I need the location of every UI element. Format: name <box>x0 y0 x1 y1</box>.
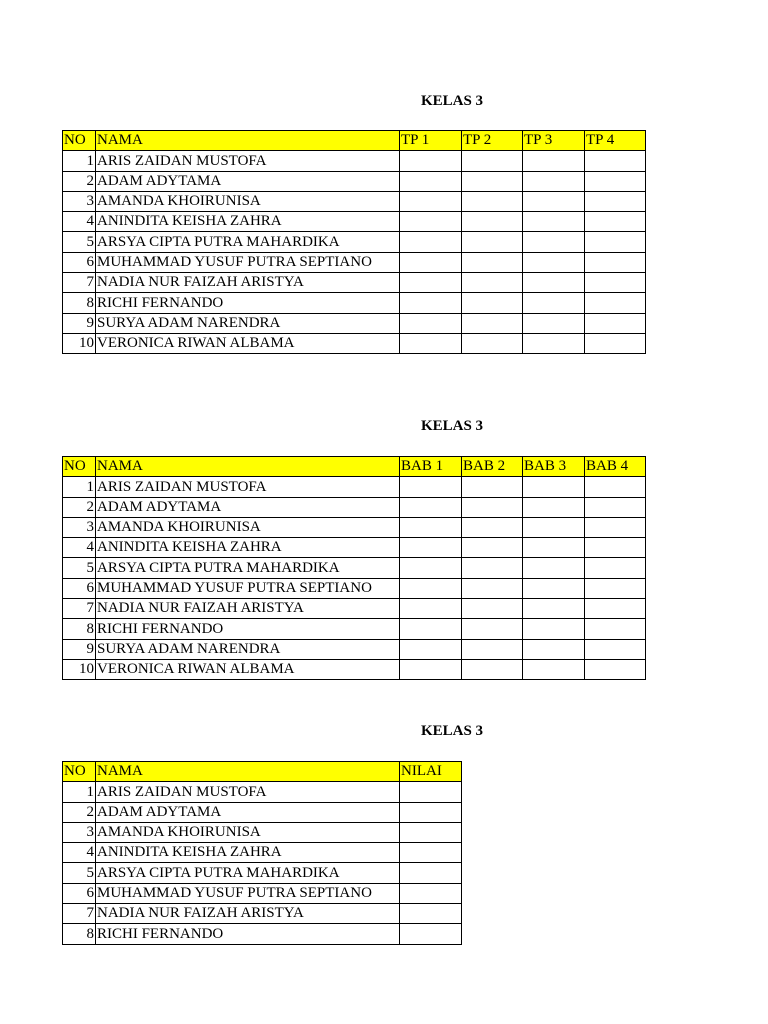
grade-cell <box>585 477 646 497</box>
grade-cell <box>523 517 585 537</box>
student-name: RICHI FERNANDO <box>96 924 400 944</box>
row-number: 6 <box>63 578 96 598</box>
table-row <box>63 802 462 822</box>
grade-cell <box>585 293 646 313</box>
table-row <box>63 212 646 232</box>
table-header-row <box>63 457 646 477</box>
grade-cell <box>523 252 585 272</box>
grade-cell <box>462 313 523 333</box>
grade-cell <box>462 538 523 558</box>
row-number: 9 <box>63 313 96 333</box>
grade-cell <box>523 212 585 232</box>
grade-cell <box>462 191 523 211</box>
student-name: ARSYA CIPTA PUTRA MAHARDIKA <box>96 863 400 883</box>
table-row <box>63 822 462 842</box>
table-row <box>63 252 646 272</box>
sumatif-lingkup-materi-table <box>62 456 646 680</box>
column-header: NO <box>63 131 96 151</box>
row-number: 4 <box>63 843 96 863</box>
table-row <box>63 497 646 517</box>
row-number: 6 <box>63 252 96 272</box>
column-header: TP 1 <box>400 131 462 151</box>
grade-cell <box>585 232 646 252</box>
grade-cell <box>400 904 462 924</box>
grade-cell <box>400 822 462 842</box>
grade-cell <box>400 619 462 639</box>
grade-cell <box>585 639 646 659</box>
row-number: 1 <box>63 477 96 497</box>
grade-cell <box>462 558 523 578</box>
grade-cell <box>400 782 462 802</box>
grade-cell <box>400 802 462 822</box>
table-row <box>63 639 646 659</box>
grade-cell <box>523 619 585 639</box>
grade-cell <box>585 558 646 578</box>
table-row <box>63 171 646 191</box>
student-name: RICHI FERNANDO <box>96 293 400 313</box>
grade-cell <box>585 517 646 537</box>
grade-cell <box>585 191 646 211</box>
grade-cell <box>585 497 646 517</box>
student-name: ARIS ZAIDAN MUSTOFA <box>96 782 400 802</box>
grade-cell <box>523 578 585 598</box>
student-name: ARSYA CIPTA PUTRA MAHARDIKA <box>96 232 400 252</box>
grade-cell <box>462 273 523 293</box>
row-number: 3 <box>63 191 96 211</box>
table-row <box>63 477 646 497</box>
row-number: 3 <box>63 822 96 842</box>
student-name: SURYA ADAM NARENDRA <box>96 313 400 333</box>
table-row <box>63 232 646 252</box>
row-number: 9 <box>63 639 96 659</box>
table-row <box>63 538 646 558</box>
student-name: ADAM ADYTAMA <box>96 802 400 822</box>
student-name: NADIA NUR FAIZAH ARISTYA <box>96 273 400 293</box>
row-number: 5 <box>63 863 96 883</box>
grade-cell <box>585 619 646 639</box>
column-header: TP 3 <box>523 131 585 151</box>
table-row <box>63 904 462 924</box>
grade-cell <box>585 599 646 619</box>
row-number: 2 <box>63 802 96 822</box>
grade-cell <box>523 191 585 211</box>
grade-cell <box>523 659 585 679</box>
grade-cell <box>462 333 523 353</box>
grade-cell <box>523 151 585 171</box>
student-name: NADIA NUR FAIZAH ARISTYA <box>96 599 400 619</box>
student-name: VERONICA RIWAN ALBAMA <box>96 333 400 353</box>
table-row <box>63 191 646 211</box>
section-1-subtitle: KELAS 3 <box>420 93 484 109</box>
grade-cell <box>400 639 462 659</box>
grade-cell <box>585 578 646 598</box>
section-3-subtitle: KELAS 3 <box>420 723 484 739</box>
table-row <box>63 863 462 883</box>
grade-cell <box>400 863 462 883</box>
grade-cell <box>462 151 523 171</box>
row-number: 4 <box>63 538 96 558</box>
table-row <box>63 843 462 863</box>
grade-cell <box>400 883 462 903</box>
row-number: 5 <box>63 558 96 578</box>
column-header: NO <box>63 457 96 477</box>
sumatif-akhir-semester-table <box>62 761 462 945</box>
grade-cell <box>585 333 646 353</box>
student-name: ANINDITA KEISHA ZAHRA <box>96 538 400 558</box>
grade-cell <box>462 293 523 313</box>
table-row <box>63 619 646 639</box>
grade-cell <box>462 659 523 679</box>
row-number: 7 <box>63 904 96 924</box>
table-row <box>63 151 646 171</box>
student-name: ANINDITA KEISHA ZAHRA <box>96 212 400 232</box>
grade-cell <box>400 843 462 863</box>
student-name: NADIA NUR FAIZAH ARISTYA <box>96 904 400 924</box>
grade-cell <box>400 578 462 598</box>
grade-cell <box>400 273 462 293</box>
grade-cell <box>523 293 585 313</box>
table-row <box>63 883 462 903</box>
column-header: BAB 3 <box>523 457 585 477</box>
student-name: ARIS ZAIDAN MUSTOFA <box>96 477 400 497</box>
table-row <box>63 924 462 944</box>
row-number: 8 <box>63 293 96 313</box>
grade-cell <box>585 313 646 333</box>
grade-cell <box>400 517 462 537</box>
grade-cell <box>585 212 646 232</box>
grade-cell <box>585 538 646 558</box>
grade-cell <box>585 171 646 191</box>
grade-cell <box>462 497 523 517</box>
student-name: VERONICA RIWAN ALBAMA <box>96 659 400 679</box>
grade-cell <box>585 151 646 171</box>
grade-cell <box>523 558 585 578</box>
grade-cell <box>400 232 462 252</box>
grade-cell <box>400 497 462 517</box>
formatif-grade-table <box>62 130 646 354</box>
grade-cell <box>523 232 585 252</box>
student-name: MUHAMMAD YUSUF PUTRA SEPTIANO <box>96 578 400 598</box>
grade-cell <box>462 599 523 619</box>
grade-cell <box>462 477 523 497</box>
table-row <box>63 578 646 598</box>
row-number: 6 <box>63 883 96 903</box>
grade-cell <box>462 212 523 232</box>
table-header-row <box>63 131 646 151</box>
grade-cell <box>462 619 523 639</box>
grade-cell <box>400 558 462 578</box>
column-header: BAB 2 <box>462 457 523 477</box>
grade-cell <box>523 477 585 497</box>
section-2-subtitle: KELAS 3 <box>420 418 484 434</box>
table-row <box>63 517 646 537</box>
grade-cell <box>400 538 462 558</box>
student-name: ARIS ZAIDAN MUSTOFA <box>96 151 400 171</box>
table-row <box>63 293 646 313</box>
table-row <box>63 558 646 578</box>
row-number: 1 <box>63 151 96 171</box>
row-number: 7 <box>63 273 96 293</box>
table-row <box>63 782 462 802</box>
column-header: TP 2 <box>462 131 523 151</box>
column-header: BAB 1 <box>400 457 462 477</box>
student-name: MUHAMMAD YUSUF PUTRA SEPTIANO <box>96 883 400 903</box>
grade-cell <box>400 924 462 944</box>
grade-cell <box>462 252 523 272</box>
grade-cell <box>523 639 585 659</box>
row-number: 2 <box>63 497 96 517</box>
column-header: NAMA <box>96 457 400 477</box>
grade-cell <box>585 659 646 679</box>
grade-cell <box>400 477 462 497</box>
grade-cell <box>400 191 462 211</box>
column-header: NO <box>63 762 96 782</box>
student-name: RICHI FERNANDO <box>96 619 400 639</box>
grade-cell <box>400 171 462 191</box>
grade-cell <box>523 273 585 293</box>
student-name: ADAM ADYTAMA <box>96 171 400 191</box>
column-header: BAB 4 <box>585 457 646 477</box>
column-header: NILAI <box>400 762 462 782</box>
row-number: 10 <box>63 659 96 679</box>
grade-cell <box>400 333 462 353</box>
grade-cell <box>462 232 523 252</box>
grade-cell <box>400 313 462 333</box>
grade-cell <box>462 517 523 537</box>
grade-cell <box>400 252 462 272</box>
grade-cell <box>523 313 585 333</box>
grade-cell <box>585 273 646 293</box>
table-row <box>63 313 646 333</box>
row-number: 8 <box>63 924 96 944</box>
student-name: AMANDA KHOIRUNISA <box>96 191 400 211</box>
row-number: 2 <box>63 171 96 191</box>
student-name: MUHAMMAD YUSUF PUTRA SEPTIANO <box>96 252 400 272</box>
grade-cell <box>523 497 585 517</box>
row-number: 8 <box>63 619 96 639</box>
table-row <box>63 333 646 353</box>
grade-cell <box>400 151 462 171</box>
grade-cell <box>585 252 646 272</box>
column-header: TP 4 <box>585 131 646 151</box>
grade-cell <box>400 599 462 619</box>
grade-cell <box>400 212 462 232</box>
student-name: AMANDA KHOIRUNISA <box>96 517 400 537</box>
grade-cell <box>523 171 585 191</box>
grade-cell <box>523 599 585 619</box>
student-name: ADAM ADYTAMA <box>96 497 400 517</box>
student-name: SURYA ADAM NARENDRA <box>96 639 400 659</box>
grade-cell <box>462 639 523 659</box>
grade-cell <box>523 333 585 353</box>
table-row <box>63 659 646 679</box>
table-row <box>63 273 646 293</box>
column-header: NAMA <box>96 131 400 151</box>
row-number: 3 <box>63 517 96 537</box>
row-number: 10 <box>63 333 96 353</box>
row-number: 4 <box>63 212 96 232</box>
grade-cell <box>400 659 462 679</box>
grade-cell <box>462 578 523 598</box>
row-number: 5 <box>63 232 96 252</box>
student-name: ARSYA CIPTA PUTRA MAHARDIKA <box>96 558 400 578</box>
grade-cell <box>400 293 462 313</box>
table-row <box>63 599 646 619</box>
grade-cell <box>523 538 585 558</box>
column-header: NAMA <box>96 762 400 782</box>
table-header-row <box>63 762 462 782</box>
row-number: 7 <box>63 599 96 619</box>
row-number: 1 <box>63 782 96 802</box>
student-name: ANINDITA KEISHA ZAHRA <box>96 843 400 863</box>
student-name: AMANDA KHOIRUNISA <box>96 822 400 842</box>
grade-cell <box>462 171 523 191</box>
